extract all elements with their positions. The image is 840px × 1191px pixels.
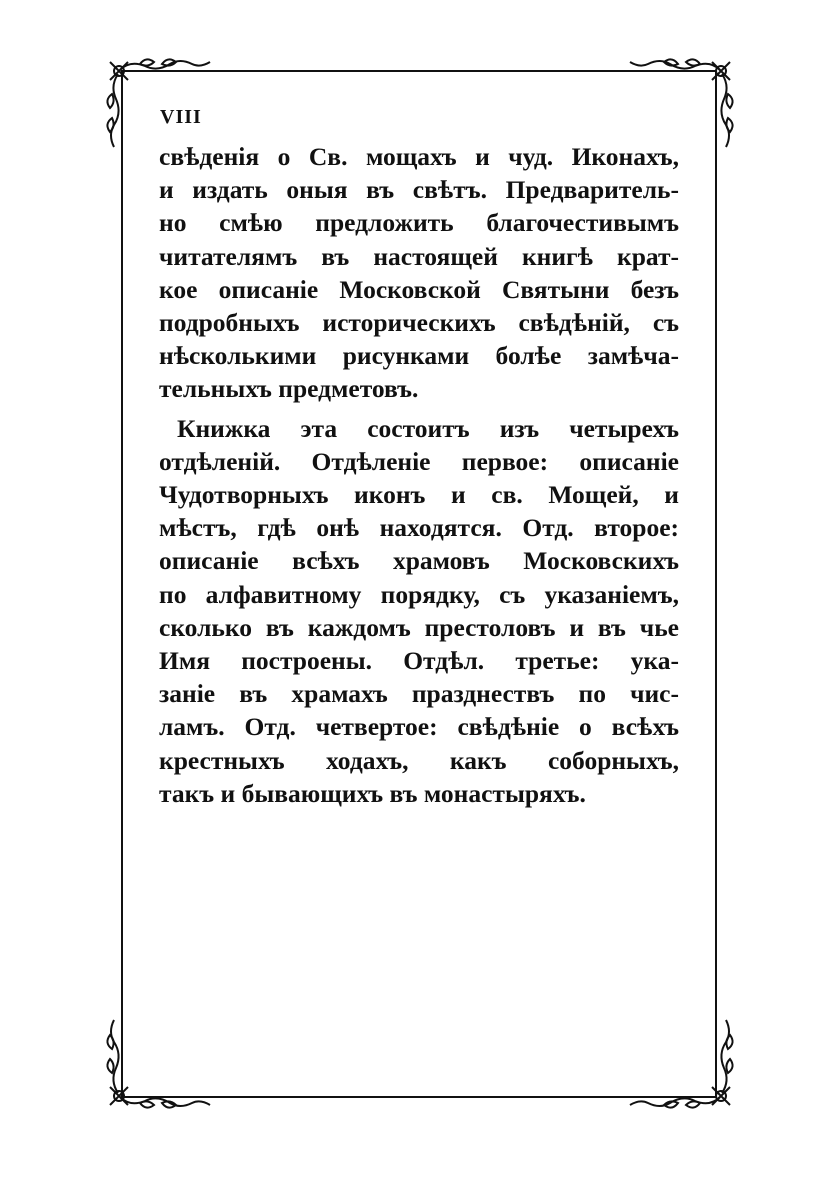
text-line: свѣденія о Св. мощахъ и чуд. Иконахъ, bbox=[159, 142, 679, 171]
text-line: заніе въ храмахъ празднествъ по чис- bbox=[159, 679, 679, 709]
text-line: подробныхъ историческихъ свѣдѣній, съ bbox=[159, 308, 679, 338]
paragraph-1 bbox=[159, 140, 679, 406]
text-line: мѣстъ, гдѣ онѣ находятся. Отд. второе: bbox=[159, 513, 679, 543]
text-line: крестныхъ ходахъ, какъ соборныхъ, bbox=[159, 745, 679, 775]
text-line: такъ и бывающихъ въ монастыряхъ. bbox=[159, 778, 586, 808]
text-line: по алфавитному порядку, съ указаніемъ, bbox=[159, 579, 679, 609]
text-line: читателямъ въ настоящей книгѣ крат- bbox=[159, 241, 679, 271]
body-text bbox=[159, 140, 679, 810]
text-line: и издать оныя въ свѣтъ. Предваритель- bbox=[159, 175, 679, 205]
paragraph-2 bbox=[159, 412, 679, 810]
text-line: нѣсколькими рисунками болѣе замѣча- bbox=[159, 341, 679, 371]
text-line: тельныхъ предметовъ. bbox=[159, 374, 419, 404]
text-line: Имя построены. Отдѣл. третье: ука- bbox=[159, 646, 679, 676]
text-line: Книжка эта состоитъ изъ четырехъ bbox=[177, 413, 679, 443]
text-line: ламъ. Отд. четвертое: свѣдѣніе о всѣхъ bbox=[159, 712, 679, 742]
text-line: кое описаніе Московской Святыни безъ bbox=[159, 274, 679, 304]
text-line: сколько въ каждомъ престоловъ и въ чье bbox=[159, 612, 679, 642]
page-number: VIII bbox=[160, 106, 202, 128]
text-line: описаніе всѣхъ храмовъ Московскихъ bbox=[159, 546, 679, 576]
text-line: но смѣю предложить благочестивымъ bbox=[159, 208, 679, 238]
text-line: Чудотворныхъ иконъ и св. Мощей, и bbox=[159, 480, 679, 510]
text-line: отдѣленій. Отдѣленіе первое: описаніе bbox=[159, 446, 679, 476]
